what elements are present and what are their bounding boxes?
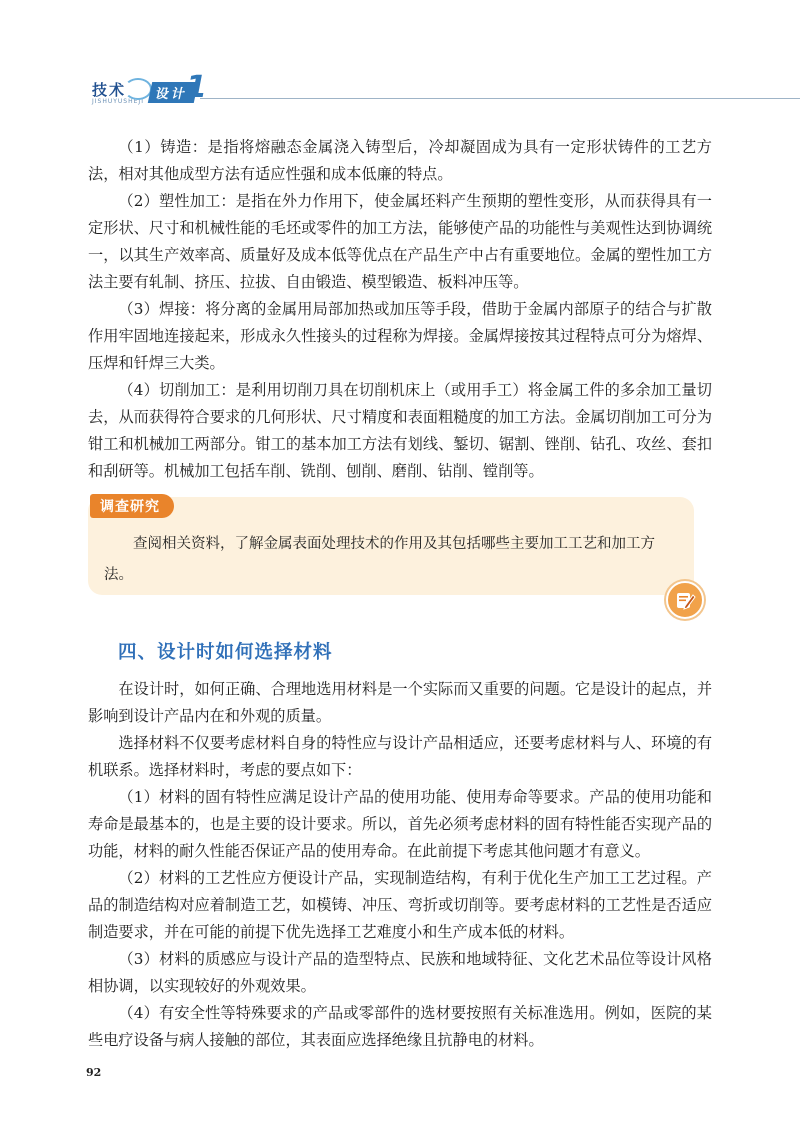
paragraph-texture: （3）材料的质感应与设计产品的造型特点、民族和地域特征、文化艺术品位等设计风格相协调，以实现较好的外观效果。 bbox=[88, 950, 712, 995]
paragraph-intro: 在设计时，如何正确、合理地选用材料是一个实际而又重要的问题。它是设计的起点，并影响到设计产品内在和外观的质量。 bbox=[88, 680, 712, 725]
body-text-bottom bbox=[88, 676, 712, 1054]
paragraph-safety: （4）有安全性等特殊要求的产品或零部件的选材要按照有关标准选用。例如，医院的某些电疗设备与病人接触的部位，其表面应选择绝缘且抗静电的材料。 bbox=[88, 1004, 712, 1049]
brand-ring-icon bbox=[124, 78, 152, 100]
paragraph-casting: （1）铸造：是指将熔融态金属浇入铸型后，冷却凝固成为具有一定形状铸件的工艺方法，相对其他成型方法有适应性强和成本低廉的特点。 bbox=[88, 138, 712, 183]
body-text-top bbox=[88, 134, 712, 485]
pen-icon bbox=[666, 581, 704, 619]
paragraph-welding: （3）焊接：将分离的金属用局部加热或加压等手段，借助于金属内部原子的结合与扩散作用牢固地连接起来，形成永久性接头的过程称为焊接。金属焊接按其过程特点可分为熔焊、压焊和钎焊三大类。 bbox=[88, 300, 712, 372]
research-box-tag: 调查研究 bbox=[90, 494, 174, 518]
brand-subtitle: JISHUYUSHEJI bbox=[92, 98, 144, 105]
paragraph-cutting: （4）切削加工：是利用切削刀具在切削机床上（或用手工）将金属工件的多余加工量切去，从而获得符合要求的几何形状、尺寸精度和表面粗糙度的加工方法。金属切削加工可分为钳工和机械加工两部分。钳工的基本加工方法有划线、錾切、锯割、锉削、钻孔、攻丝、套扣和刮研等。机械加工包括车削、铣削、刨削、磨削、钻削、镗削等。 bbox=[88, 381, 712, 480]
brand-course-label: 设计 bbox=[148, 82, 198, 103]
paragraph-inherent-properties: （1）材料的固有特性应满足设计产品的使用功能、使用寿命等要求。产品的使用功能和寿命是最基本的，也是主要的设计要求。所以，首先必须考虑材料的固有特性能否实现产品的功能，材料的耐久性能否保证产品的使用寿命。在此前提下考虑其他问题才有意义。 bbox=[88, 788, 712, 860]
page-number: 92 bbox=[86, 1066, 102, 1079]
brand-title: 技术 bbox=[92, 81, 127, 99]
header-rule bbox=[200, 98, 800, 99]
page-header bbox=[0, 70, 800, 110]
paragraph-workability: （2）材料的工艺性应方便设计产品，实现制造结构，有利于优化生产加工工艺过程。产品的制造结构对应着制造工艺，如模铸、冲压、弯折或切削等。要考虑材料的工艺性是否适应制造要求，并在可能的前提下优先选择工艺难度小和生产成本低的材料。 bbox=[88, 869, 712, 941]
section-title: 四、设计时如何选择材料 bbox=[118, 642, 333, 663]
research-box-text: 查阅相关资料，了解金属表面处理技术的作用及其包括哪些主要加工工艺和加工方法。 bbox=[104, 536, 655, 583]
brand-volume-number: 1 bbox=[186, 70, 207, 105]
paragraph-plastic-processing: （2）塑性加工：是指在外力作用下，使金属坯料产生预期的塑性变形，从而获得具有一定形状、尺寸和机械性能的毛坯或零件的加工方法，能够使产品的功能性与美观性达到协调统一，以其生产效率高、质量好及成本低等优点在产品生产中占有重要地位。金属的塑性加工方法主要有轧制、挤压、拉拔、自由锻造、模型锻造、板料冲压等。 bbox=[88, 192, 712, 291]
paragraph-selection-principle: 选择材料不仅要考虑材料自身的特性应与设计产品相适应，还要考虑材料与人、环境的有机联系。选择材料时，考虑的要点如下： bbox=[88, 734, 712, 779]
